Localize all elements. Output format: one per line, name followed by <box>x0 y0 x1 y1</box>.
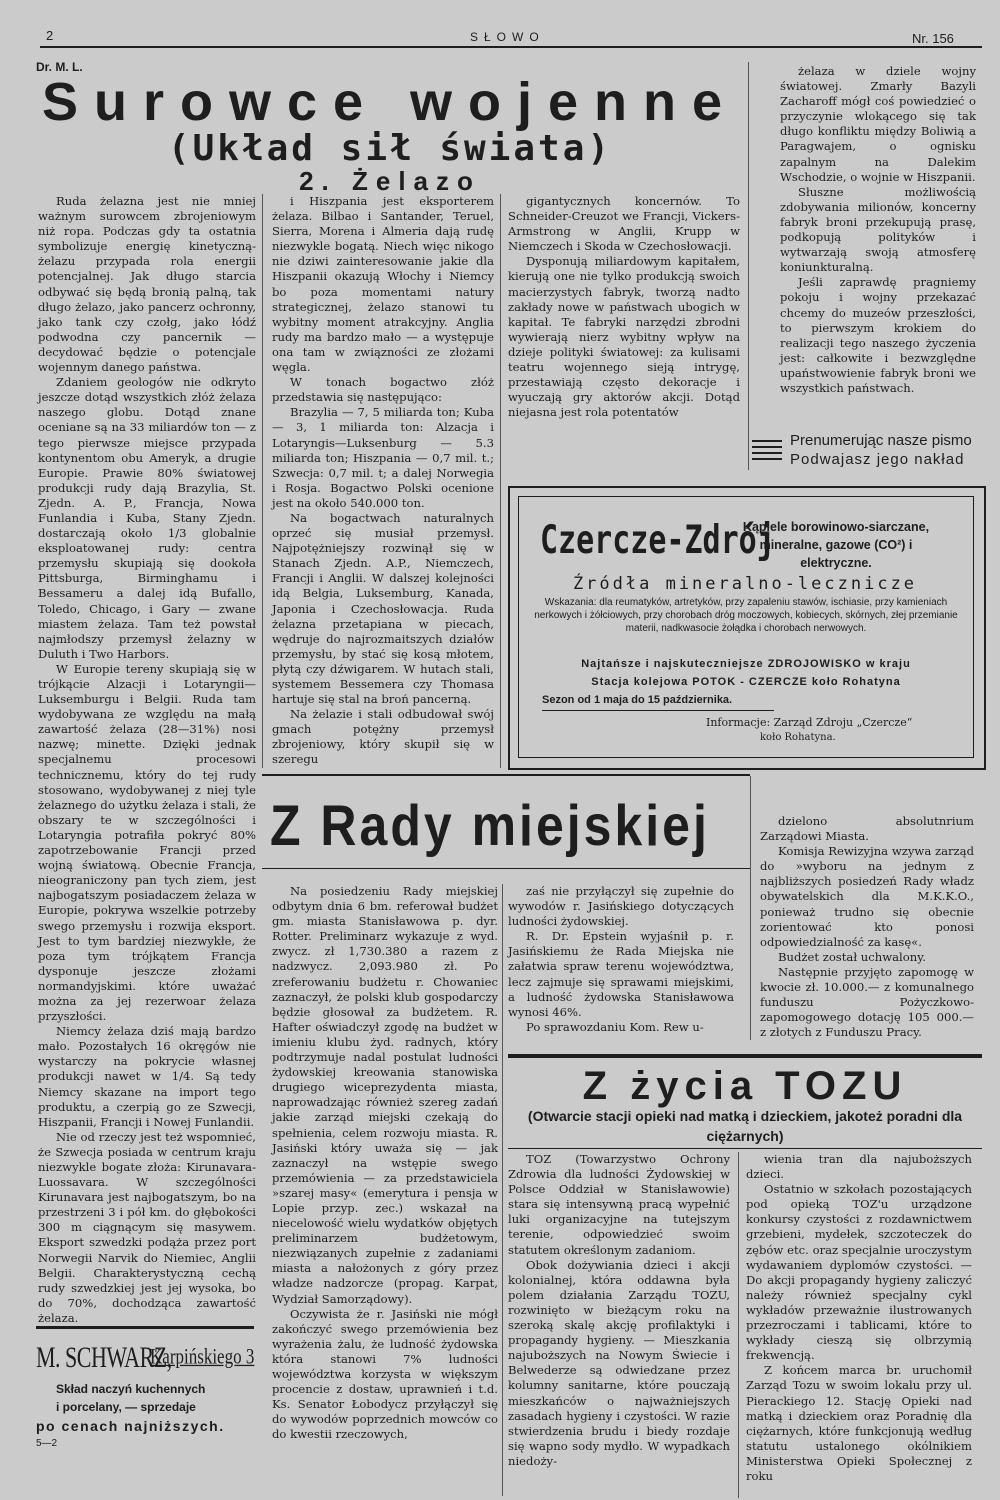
article2-column-1 <box>272 884 498 1442</box>
paragraph: Ostatnio w szkołach pozostających pod opieką TOZ'u urządzone konkursy czystości z rozdawnictwem grzebieni, mydełek, szczoteczek do zębów etc. oraz specjalnie uroczystym wydawaniem dyplomów czystości. — Do akcji propagandy hygieny zaliczyć należy również specjalny cykl wykładów przeważnie ilustrowanych przezroczami i tablicami, które to wykłady cieszą się olbrzymią frekwencją. <box>746 1182 972 1363</box>
ad-czercze-station: Stacja kolejowa POTOK - CZERCZE koło Rohatyna <box>591 676 901 688</box>
paragraph: dzielono absolutnrium Zarządowi Miasta. <box>760 814 974 844</box>
paragraph: żelaza w dziele wojny światowej. Zmarły Bazyli Zacharoff mógł coś powiedzieć o przyczynie wlokącego się tak długo konfliktu między Boliwią a Paragwajem, o ognisku zapalnym na Dalekim Wschodzie, o wojnie w Hiszpanii. <box>780 64 976 184</box>
article1-column-4 <box>780 64 976 396</box>
column-divider <box>500 194 501 768</box>
paragraph: Komisja Rewizyjna wzywa zarząd do »wyboru na jednym z najbliższych posiedzeń Rady władz obywatelskich dla M.K.K.O., ponieważ trudno się obecnie zorientować kto ponosi odpowiedzialność za kasę«. <box>760 844 974 949</box>
section-heading-zelazo: 2. Żelazo <box>299 166 481 196</box>
ornament-line <box>752 458 782 460</box>
paragraph: Po sprawozdaniu Kom. Rew u- <box>526 1019 704 1034</box>
paragraph: i Hiszpania jest eksporterem żelaza. Bilbao i Santander, Teruel, Sierra, Morena i Almeria dają rudę niezwykle bogatą. Niech więc nikogo nie dziwi zainteresowanie jakie dla Hiszpanii okazują Włochy i Niemcy bo poza momentami natury strategicznej, żelazo stanowi tu wybitny moment atrakcyjny. Anglia rudy ma bardzo mało — a występuje ona tam w związności ze złożami węgla. <box>272 194 494 375</box>
paragraph: W Europie tereny skupiają się w trójkącie Alzacji i Lotaryngii—Luksemburgu i Belgii. Ruda tam wydobywana ze względu na małą zawartość żelaza (28—31%) nosi nazwę; minette. Dzięki jednak specjalnemu procesowi technicznemu, który do tej rudy stosowano, wydobywanej z niej tyle żelaznego do użytku żelaza i stali, że obszary te w szczególności i Lotaryngia potrafiła pokryć 80% zapotrzebowanie Francji przed wojną światową. Obecnie Francja, nieograniczony pan tych ziem, jest najbogatszym posiadaczem żelaza w Europie, pokrywa wszelkie potrzeby swego przemysłu i rozwija eksport. Jest to tym bardziej niezwykłe, że poza tym trójkątem Francja dysponuje jeszcze złożami normandyjskimi. które uważać można za jej rezerwoar żelaza przyszłości. <box>38 661 256 1024</box>
article2-column-2 <box>508 884 734 1035</box>
ad-czercze-name: Czercze-Zdrój <box>540 518 775 564</box>
article-subtitle: (Układ sił świata) <box>167 128 613 169</box>
article-title-rady: Z Rady miejskiej <box>270 793 710 858</box>
article2-column-3 <box>760 814 974 1040</box>
paragraph: Obok dożywiania dzieci i akcji kolonialnej, która oddawna była polem działania Zarządu TOZU, rozwinięto w bieżącym roku na szeroką skalę akcję profilaktyki i propagandy hygieny. — Mieszkania najuboższych na Nowym Świecie i Belwederze są odwiedzane przez kolumny sanitarne, które pouczają mieszkańców o najważniejszych zasadach hygieny i czystości. W razie stwierdzenia brudu i biedy rozdaje się wapno sody mydło. W wypadkach niedoży- <box>508 1257 730 1468</box>
ad-czercze-springs: Źródła mineralno-lecznicze <box>572 574 918 594</box>
column-divider <box>502 884 503 1496</box>
ad-schwarz-name: M. SCHWARZ, <box>36 1340 172 1374</box>
column-divider <box>262 194 263 768</box>
article-subtitle-toz: (Otwarcie stacji opieki nad matką i dzieckiem, jakoteż poradni dla ciężarnych) <box>527 1108 963 1144</box>
ornament-line <box>752 440 782 442</box>
ad-czercze-info: Informacje: Zarząd Zdroju „Czercze“ <box>706 716 913 729</box>
ad-czercze-zdroj <box>508 486 986 770</box>
ornament-line <box>752 452 782 454</box>
subscription-line-2: Podwajasz jego nakład <box>790 451 965 468</box>
ad-czercze-cheapest: Najtańsze i najskuteczniejsze ZDROJOWISKO w kraju <box>581 658 911 670</box>
article-title-toz: Z życia TOZU <box>582 1064 908 1108</box>
paragraph: Nie od rzeczy jest też wspomnieć, że Szwecja posiada w centrum kraju niezwykle bogate złoża: Kirunavara-Luossavara. W szczególności Kirunavara jest najbogatszym, bo na przestrzeni 3 i pół km. do głębokości 300 m ciągnącym się masywem. Eksport szwedzki podąża przez port Norwegii Narvik do Niemiec, Anglii Belgii. Charakterystyczną cechą rudy szwedzkiej jest jej wysoka, bo do 70%, dochodząca zawartość żelaza. <box>38 1129 256 1325</box>
column-divider <box>748 62 749 470</box>
paragraph: Brazylia — 7, 5 miliarda ton; Kuba — 3, 1 miliarda ton: Alzacja i Lotaryngis—Luksenburg — 5.3 miliarda ton; Hiszpania — 0,7 mil. t.; Szwecja: 0,7 mil. t; a dalej Norwegia i Rosja. Bogactwo Polski ocenione jest na około 540.000 ton. <box>272 405 494 510</box>
article3-column-1 <box>508 1152 730 1469</box>
paragraph: Dysponują miliardowym kapitałem, kierują one nie tylko produkcją swoich macierzystych fabryk, tworzą nadto zakłady nowe w państwach ubogich w kapitał. Te fabryki narzędzi zbrodni wywierają nierz wybitny wpływ na dzieje polityki światowej: za kulisami teatru wojennego sieją intrygę, przestawiają często dekoracje i wyuczają gry aktorów akcji. Dotąd niejasna jest rola potentatów <box>508 254 740 420</box>
section-rule <box>508 1054 982 1058</box>
ad-czercze-info-location: koło Rohatyna. <box>760 732 836 743</box>
ad-schwarz-line-2: i porcelany, — sprzedaje <box>56 1400 196 1414</box>
paragraph: TOZ (Towarzystwo Ochrony Zdrowia dla ludności Żydowskiej w Polsce Oddział w Stanisławowie) stara się intensywną pracą wypełnić luki organizacyjne na tutejszym terenie, odpowiedzieć swoim statutem określonym zadaniom. <box>508 1152 730 1257</box>
ad-schwarz-address: Karpińskiego 3 <box>150 1344 255 1369</box>
paragraph: Na bogactwach naturalnych oprzeć się musiał przemysł. Najpotężniejszy rozwinął się w Stanach Zjedn. A.P., Niemczech, Francji i Anglii. W dalszej kolejności idą Belgia, Luksemburg, Kanada, Japonia i Czechosłowacja. Ruda żelazna przetapiana w piecach, wędruje do najrozmaitszych działów przemysłu, by stać się kosą młotem, płytą czy dźwigarem. W hutach stali, systemem Bessemera czy Thomasa hartuje się stal na broń pancerną. <box>272 510 494 707</box>
header-rule <box>40 46 982 48</box>
paragraph: Z końcem marca br. uruchomił Zarząd Tozu w swoim lokalu przy ul. Pierackiego 12. Stację Opieki nad matką i dzieckiem oraz Poradnię dla ciężarnych, które funkcjonują według statutu ustalonego okólnikiem Ministerstwa Opieki Społecznej z roku <box>746 1363 972 1483</box>
paragraph: zaś nie przyłączył się zupełnie do wywodów r. Jasińskiego dotyczących ludności żydowskiej. <box>508 884 734 929</box>
paragraph: R. Dr. Epstein wyjaśnił p. r. Jasińskiemu że Rada Miejska nie załatwia spraw terenu województwa, lecz zajmuje się sprawami miejskimi, a ludność żydowska Stanisławowa wynosi 46%. <box>508 929 734 1019</box>
ad-czercze-season: Sezon od 1 maja do 15 października. <box>542 694 733 706</box>
paragraph: gigantycznych koncernów. To Schneider-Creuzot we Francji, Vickers-Armstrong w Anglii, Krupp w Niemczech i Skoda w Czechosłowacji. <box>508 194 740 254</box>
issue-number: Nr. 156 <box>912 31 954 46</box>
paragraph: Na posiedzeniu Rady miejskiej odbytym dnia 6 bm. referował budżet gm. miasta Stanisławowa p. dyr. Rotter. Preliminarz wykazuje z wyd. zwycz. zł 1,730.380 a razem z nadzwycz. 2,093.980 zł. Po zreferowaniu budżetu r. Chowaniec zaznaczył, że polski klub gospodarczy będzie głosował za budżetem. R. Hafter oświadczył zgodę na budżet w imieniu klubu żyd. radnych, który podtrzymuje nadal postulat ludności żydowskiej kreowania stanowiska drugiego wiceprezydenta miasta, naprowadzając również szereg zadań jakie zarząd miejski czekają do spełnienia, celem rozwoju miasta. R. Jasiński który uważa się — jak zaznaczył na wstępie swego przemówienia — za przedstawiciela »szarej masy« (emerytura i pensja w Lopie przyp. zec.) wskazał na niecelowość wielu wydatków objętych preliminarzem budżetowym, niezwiązanych zupełnie z zadaniami miasta a nałożonych z góry przez władze nadzorcze (propag. Karpat, Wydział Samorządowy). <box>272 884 498 1306</box>
page-number: 2 <box>46 28 54 43</box>
column-divider <box>738 1152 739 1498</box>
section-rule <box>508 1148 982 1149</box>
ad-czercze-indications: Wskazania: dla reumatyków, artretyków, przy zapaleniu stawów, ischiasie, przy kamieniach nerkowych i żółciowych, przy chorobach dróg moczowych, kobiecych, skórnych, złej przemianie materii, nadkwasocie żołądka i chorobach nerwowych. <box>534 597 958 634</box>
paragraph: Słuszne możliwością zdobywania milionów, koncerny fabryk broni przekupują prasę, podkopują polityków i wytwarzają swoją atmosferę koniunkturalną. <box>780 184 976 275</box>
paragraph: Niemcy żelaza dziś mają bardzo mało. Pozostałych 16 okręgów nie wystarczy na pokrycie własnej produkcji nawet w 1/4. Są tedy Niemcy skazane na import tego produktu, a czerpią go ze Szwecji, Hiszpanii, Francji i Nowej Funlandii. <box>38 1024 256 1129</box>
paragraph: Następnie przyjęto zapomogę w kwocie zł. 10.000.— z komunalnego funduszu Pożyczkowo-zapomogowego dotację 105 000.— z złotych z Funduszu Pracy. <box>760 964 974 1040</box>
section-rule <box>262 774 750 776</box>
paragraph: Oczywista że r. Jasiński nie mógł zakończyć swego przemówienia bez wyrażenia żalu, że ludność żydowska która stanowi 7% ludności województwa korzysta w większym procencie z dostaw, uprawnień i t.d. Ks. Senator Łobodycz przyłączył się do wywodów poprzednich mowców co do kwestii rzeczowych, <box>272 1306 498 1442</box>
subscription-line-1: Prenumerując nasze pismo <box>790 432 972 449</box>
ad-schwarz <box>36 1340 258 1476</box>
column-divider <box>750 776 751 1040</box>
paragraph: Na żelazie i stali odbudował swój gmach potężny przemysł zbrojeniowy, który skupił się w szeregu <box>272 707 494 767</box>
section-rule <box>262 868 750 869</box>
ad-top-rule <box>36 1326 254 1329</box>
article1-column-1 <box>38 194 256 1326</box>
article1-column-2 <box>272 194 494 768</box>
ornament-line <box>752 446 782 448</box>
author-byline: Dr. M. L. <box>36 60 83 74</box>
article-title-surowce: Surowce wojenne <box>41 72 739 132</box>
newspaper-name: SŁOWO <box>470 30 545 44</box>
article1-column-3 <box>508 194 740 420</box>
ad-underline <box>542 710 774 711</box>
paragraph: Ruda żelazna jest nie mniej ważnym surowcem zbrojeniowym niż ropa. Podczas gdy ta ostatnia symbolizuje energię kinetyczną-żelazu przypada rola energii potencjalnej. Jak długo starcia odbywać się będą bronią palną, tak długo żelazo, jako pancerz ochronny, jako tank czy czołg, jako łódź podwodna czy pancernik — decydować będzie o potencjale wojennym danego państwa. <box>38 194 256 375</box>
paragraph: wienia tran dla najuboższych dzieci. <box>746 1152 972 1182</box>
ad-schwarz-line-3: po cenach najniższych. <box>36 1418 225 1434</box>
paragraph: Zdaniem geologów nie odkryto jeszcze dotąd wszystkich złóż żelaza naszego globu. Dotąd znane oceniane są na 33 miliardów ton — z tego pierwsze miejsce przypada kontynentom obu Ameryk, a drugie Europie. Prawie 80% światowej produkcji rudy dają Brazylia, St. Zjedn. A. P., Francja, Nowa Funlandia i Kuba, Stany Zjedn. dostarczają około 1/3 globalnie eksploatowanej rudy: centra przemysłu skupiają się dookoła Pittsburga, Birminghamu i Bessameru a dalej idą Bufallo, Toledo, Chicago, i Gary — zwane miastem żelaza. Tam też powstał najmłodszy przemysł żelazny w Duluth i Two Harbors. <box>38 375 256 661</box>
ad-czercze-baths: Kąpiele borowinowo-siarczane, mineralne, gazowe (CO²) i elektryczne. <box>742 520 930 570</box>
paragraph: Jeśli zaprawdę pragniemy pokoju i wojny przekazać chcemy do muzeów przeszłości, to pierwszym krokiem do realizacji tego naszego życzenia jest: całkowite i bezwzględne upaństwowienie fabryk broni we wszystkich państwach. <box>780 275 976 395</box>
ad-schwarz-line-1: Skład naczyń kuchennych <box>56 1382 206 1396</box>
paragraph: W tonach bogactwo złóż przedstawia się następująco: <box>272 375 494 405</box>
ad-schwarz-code: 5—2 <box>36 1438 58 1449</box>
article3-column-2 <box>746 1152 972 1484</box>
paragraph: Budżet został uchwalony. <box>778 949 926 964</box>
